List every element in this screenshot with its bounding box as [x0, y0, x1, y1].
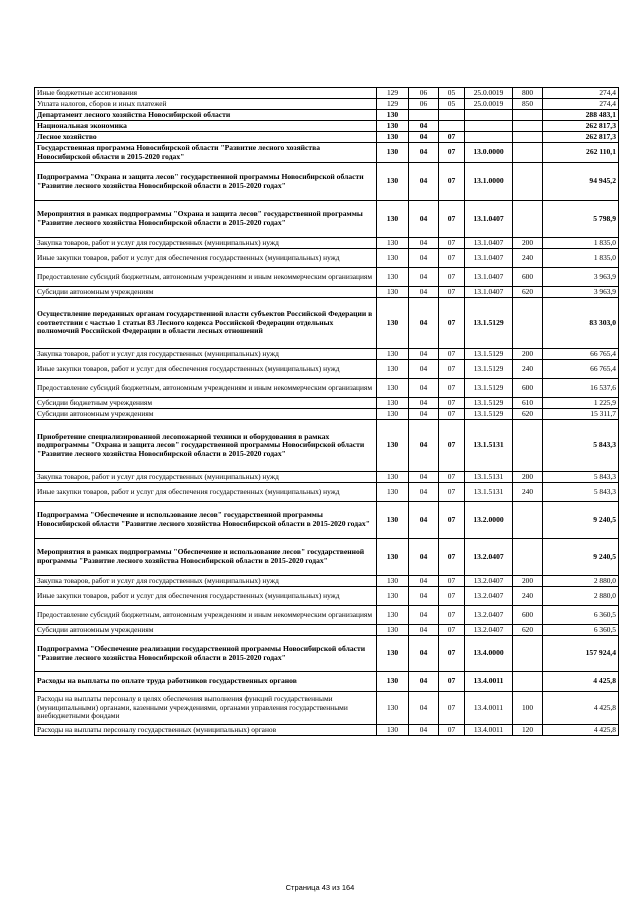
code-vr-cell: 120 [513, 725, 543, 736]
code-vr-cell: 240 [513, 249, 543, 268]
code-vr-cell: 200 [513, 472, 543, 483]
code-gr-cell: 130 [377, 472, 409, 483]
code-gr-cell: 130 [377, 587, 409, 606]
item-name-cell: Субсидии автономным учреждениям [35, 625, 377, 636]
item-name-cell: Подпрограмма "Обеспечение и использование лесов" государственной программы Новосибирской области "Развитие лесного хозяйства Новосибирской области в 2015-2020 годах" [35, 502, 377, 539]
code-gr-cell: 130 [377, 576, 409, 587]
code-pr-cell: 07 [439, 576, 465, 587]
amount-cell: 66 765,4 [543, 349, 619, 360]
code-rz-cell: 04 [409, 132, 439, 143]
code-csr-cell: 13.4.0000 [465, 636, 513, 672]
code-gr-cell: 130 [377, 483, 409, 502]
code-pr-cell: 07 [439, 268, 465, 287]
code-rz-cell: 04 [409, 725, 439, 736]
budget-table-body [35, 88, 619, 736]
code-gr-cell: 130 [377, 692, 409, 725]
code-pr-cell: 07 [439, 587, 465, 606]
code-pr-cell: 07 [439, 625, 465, 636]
amount-cell: 6 360,5 [543, 606, 619, 625]
code-vr-cell [513, 143, 543, 163]
code-csr-cell: 13.1.0000 [465, 163, 513, 201]
code-pr-cell: 07 [439, 409, 465, 420]
code-vr-cell: 240 [513, 587, 543, 606]
item-name-cell: Иные закупки товаров, работ и услуг для обеспечения государственных (муниципальных) нужд [35, 483, 377, 502]
amount-cell: 5 843,3 [543, 420, 619, 472]
page-number: Страница 43 из 164 [285, 883, 355, 892]
table-row [35, 201, 619, 238]
table-row [35, 238, 619, 249]
table-row [35, 539, 619, 576]
code-pr-cell: 07 [439, 398, 465, 409]
item-name-cell: Субсидии бюджетным учреждениям [35, 398, 377, 409]
table-row [35, 672, 619, 692]
table-row [35, 287, 619, 298]
table-row [35, 360, 619, 379]
code-csr-cell [465, 121, 513, 132]
code-csr-cell: 13.1.5129 [465, 298, 513, 349]
code-csr-cell: 25.0.0019 [465, 88, 513, 99]
code-pr-cell: 07 [439, 420, 465, 472]
code-csr-cell: 13.2.0407 [465, 587, 513, 606]
code-vr-cell: 600 [513, 379, 543, 398]
item-name-cell: Закупка товаров, работ и услуг для государственных (муниципальных) нужд [35, 576, 377, 587]
code-gr-cell: 130 [377, 349, 409, 360]
amount-cell: 3 963,9 [543, 268, 619, 287]
code-gr-cell: 129 [377, 88, 409, 99]
code-gr-cell: 130 [377, 143, 409, 163]
code-rz-cell: 04 [409, 539, 439, 576]
amount-cell: 5 843,3 [543, 483, 619, 502]
amount-cell: 274,4 [543, 99, 619, 110]
amount-cell: 4 425,8 [543, 692, 619, 725]
code-vr-cell: 600 [513, 606, 543, 625]
code-pr-cell: 07 [439, 298, 465, 349]
table-row [35, 249, 619, 268]
code-pr-cell: 07 [439, 636, 465, 672]
code-vr-cell: 620 [513, 409, 543, 420]
code-csr-cell: 13.1.0407 [465, 268, 513, 287]
code-rz-cell: 04 [409, 379, 439, 398]
amount-cell: 3 963,9 [543, 287, 619, 298]
amount-cell: 1 835,0 [543, 249, 619, 268]
amount-cell: 4 425,8 [543, 725, 619, 736]
item-name-cell: Мероприятия в рамках подпрограммы "Обеспечение и использование лесов" государственной программы "Развитие лесного хозяйства Новосибирской области в 2015-2020 годах" [35, 539, 377, 576]
amount-cell: 262 817,3 [543, 121, 619, 132]
code-csr-cell: 13.1.0407 [465, 249, 513, 268]
code-pr-cell: 07 [439, 472, 465, 483]
item-name-cell: Закупка товаров, работ и услуг для государственных (муниципальных) нужд [35, 238, 377, 249]
code-gr-cell: 130 [377, 672, 409, 692]
code-csr-cell: 13.2.0407 [465, 539, 513, 576]
code-rz-cell: 06 [409, 88, 439, 99]
code-rz-cell: 04 [409, 287, 439, 298]
code-rz-cell: 04 [409, 636, 439, 672]
table-row [35, 298, 619, 349]
table-row [35, 692, 619, 725]
code-pr-cell: 07 [439, 132, 465, 143]
code-gr-cell: 130 [377, 121, 409, 132]
table-row [35, 483, 619, 502]
code-pr-cell [439, 110, 465, 121]
item-name-cell: Расходы на выплаты персоналу в целях обеспечения выполнения функций государственными (муниципальными) органами, казенными учреждениями, органами управления государственными внебюджетными фондами [35, 692, 377, 725]
code-csr-cell: 13.1.5129 [465, 349, 513, 360]
code-rz-cell: 04 [409, 121, 439, 132]
code-gr-cell: 130 [377, 420, 409, 472]
code-rz-cell: 04 [409, 483, 439, 502]
budget-table [34, 87, 619, 736]
amount-cell: 2 880,0 [543, 587, 619, 606]
item-name-cell: Уплата налогов, сборов и иных платежей [35, 99, 377, 110]
item-name-cell: Иные закупки товаров, работ и услуг для обеспечения государственных (муниципальных) нужд [35, 587, 377, 606]
item-name-cell: Лесное хозяйство [35, 132, 377, 143]
code-csr-cell: 13.1.5131 [465, 472, 513, 483]
code-rz-cell: 04 [409, 398, 439, 409]
code-csr-cell: 13.1.0407 [465, 201, 513, 238]
code-vr-cell: 620 [513, 287, 543, 298]
code-csr-cell: 13.1.5129 [465, 379, 513, 398]
code-rz-cell: 04 [409, 472, 439, 483]
item-name-cell: Закупка товаров, работ и услуг для государственных (муниципальных) нужд [35, 349, 377, 360]
code-gr-cell: 130 [377, 249, 409, 268]
code-rz-cell: 06 [409, 99, 439, 110]
code-csr-cell: 13.1.0407 [465, 287, 513, 298]
code-gr-cell: 130 [377, 625, 409, 636]
code-vr-cell: 200 [513, 576, 543, 587]
code-rz-cell [409, 110, 439, 121]
amount-cell: 1 835,0 [543, 238, 619, 249]
code-pr-cell [439, 121, 465, 132]
code-rz-cell: 04 [409, 606, 439, 625]
code-rz-cell: 04 [409, 576, 439, 587]
amount-cell: 66 765,4 [543, 360, 619, 379]
table-row [35, 576, 619, 587]
code-gr-cell: 129 [377, 99, 409, 110]
code-pr-cell: 07 [439, 379, 465, 398]
code-csr-cell: 13.1.0407 [465, 238, 513, 249]
code-gr-cell: 130 [377, 110, 409, 121]
code-vr-cell [513, 201, 543, 238]
amount-cell: 83 303,0 [543, 298, 619, 349]
item-name-cell: Расходы на выплаты персоналу государственных (муниципальных) органов [35, 725, 377, 736]
table-row [35, 143, 619, 163]
code-pr-cell: 07 [439, 287, 465, 298]
table-row [35, 268, 619, 287]
code-gr-cell: 130 [377, 268, 409, 287]
code-csr-cell: 13.0.0000 [465, 143, 513, 163]
amount-cell: 5 798,9 [543, 201, 619, 238]
code-pr-cell: 07 [439, 692, 465, 725]
code-vr-cell: 850 [513, 99, 543, 110]
code-gr-cell: 130 [377, 636, 409, 672]
code-vr-cell [513, 298, 543, 349]
code-gr-cell: 130 [377, 409, 409, 420]
code-rz-cell: 04 [409, 349, 439, 360]
code-pr-cell: 07 [439, 672, 465, 692]
item-name-cell: Подпрограмма "Обеспечение реализации государственной программы Новосибирской области "Развитие лесного хозяйства Новосибирской области в 2015-2020 годах" [35, 636, 377, 672]
table-row [35, 606, 619, 625]
item-name-cell: Осуществление переданных органам государственной власти субъектов Российской Федерации в соответствии с частью 1 статьи 83 Лесного кодекса Российской Федерации отдельных полномочий Российской Федерации в области лесных отношений [35, 298, 377, 349]
code-pr-cell: 07 [439, 201, 465, 238]
code-gr-cell: 130 [377, 539, 409, 576]
code-csr-cell: 13.1.5131 [465, 420, 513, 472]
item-name-cell: Иные закупки товаров, работ и услуг для обеспечения государственных (муниципальных) нужд [35, 360, 377, 379]
item-name-cell: Расходы на выплаты по оплате труда работников государственных органов [35, 672, 377, 692]
code-vr-cell: 610 [513, 398, 543, 409]
code-rz-cell: 04 [409, 360, 439, 379]
code-gr-cell: 130 [377, 379, 409, 398]
code-gr-cell: 130 [377, 606, 409, 625]
code-rz-cell: 04 [409, 409, 439, 420]
code-rz-cell: 04 [409, 502, 439, 539]
code-csr-cell: 13.1.5129 [465, 398, 513, 409]
code-csr-cell: 13.1.5129 [465, 360, 513, 379]
code-csr-cell: 13.2.0407 [465, 606, 513, 625]
amount-cell: 274,4 [543, 88, 619, 99]
code-csr-cell: 13.2.0407 [465, 576, 513, 587]
code-csr-cell [465, 110, 513, 121]
code-gr-cell: 130 [377, 298, 409, 349]
amount-cell: 157 924,4 [543, 636, 619, 672]
table-row [35, 502, 619, 539]
amount-cell: 2 880,0 [543, 576, 619, 587]
amount-cell: 16 537,6 [543, 379, 619, 398]
code-vr-cell [513, 636, 543, 672]
code-gr-cell: 130 [377, 163, 409, 201]
table-row [35, 349, 619, 360]
item-name-cell: Предоставление субсидий бюджетным, автономным учреждениям и иным некоммерческим организациям [35, 606, 377, 625]
code-gr-cell: 130 [377, 502, 409, 539]
code-vr-cell [513, 502, 543, 539]
table-row [35, 625, 619, 636]
code-rz-cell: 04 [409, 143, 439, 163]
table-row [35, 88, 619, 99]
item-name-cell: Предоставление субсидий бюджетным, автономным учреждениям и иным некоммерческим организациям [35, 268, 377, 287]
code-gr-cell: 130 [377, 360, 409, 379]
table-row [35, 409, 619, 420]
amount-cell: 9 240,5 [543, 502, 619, 539]
code-csr-cell: 25.0.0019 [465, 99, 513, 110]
code-pr-cell: 05 [439, 99, 465, 110]
item-name-cell: Закупка товаров, работ и услуг для государственных (муниципальных) нужд [35, 472, 377, 483]
code-pr-cell: 07 [439, 725, 465, 736]
code-gr-cell: 130 [377, 287, 409, 298]
code-vr-cell [513, 420, 543, 472]
item-name-cell: Государственная программа Новосибирской области "Развитие лесного хозяйства Новосибирской области в 2015-2020 годах" [35, 143, 377, 163]
code-vr-cell: 240 [513, 483, 543, 502]
table-row [35, 472, 619, 483]
table-row [35, 121, 619, 132]
amount-cell: 262 110,1 [543, 143, 619, 163]
code-vr-cell [513, 110, 543, 121]
amount-cell: 9 240,5 [543, 539, 619, 576]
code-vr-cell: 100 [513, 692, 543, 725]
item-name-cell: Мероприятия в рамках подпрограммы "Охрана и защита лесов" государственной программы "Развитие лесного хозяйства Новосибирской области в 2015-2020 годах" [35, 201, 377, 238]
code-rz-cell: 04 [409, 163, 439, 201]
amount-cell: 5 843,3 [543, 472, 619, 483]
table-row [35, 420, 619, 472]
code-pr-cell: 07 [439, 238, 465, 249]
amount-cell: 1 225,9 [543, 398, 619, 409]
code-vr-cell: 800 [513, 88, 543, 99]
item-name-cell: Иные закупки товаров, работ и услуг для обеспечения государственных (муниципальных) нужд [35, 249, 377, 268]
code-pr-cell: 07 [439, 606, 465, 625]
code-csr-cell: 13.2.0407 [465, 625, 513, 636]
code-csr-cell: 13.2.0000 [465, 502, 513, 539]
code-gr-cell: 130 [377, 132, 409, 143]
table-row [35, 99, 619, 110]
item-name-cell: Департамент лесного хозяйства Новосибирской области [35, 110, 377, 121]
code-rz-cell: 04 [409, 420, 439, 472]
item-name-cell: Подпрограмма "Охрана и защита лесов" государственной программы Новосибирской области "Развитие лесного хозяйства Новосибирской области в 2015-2020 годах" [35, 163, 377, 201]
code-vr-cell: 200 [513, 349, 543, 360]
code-rz-cell: 04 [409, 249, 439, 268]
code-pr-cell: 07 [439, 502, 465, 539]
code-pr-cell: 07 [439, 349, 465, 360]
code-csr-cell [465, 132, 513, 143]
code-rz-cell: 04 [409, 672, 439, 692]
amount-cell: 288 483,1 [543, 110, 619, 121]
table-row [35, 725, 619, 736]
code-rz-cell: 04 [409, 298, 439, 349]
table-row [35, 636, 619, 672]
code-vr-cell [513, 672, 543, 692]
code-vr-cell [513, 121, 543, 132]
table-row [35, 398, 619, 409]
code-gr-cell: 130 [377, 238, 409, 249]
code-pr-cell: 07 [439, 249, 465, 268]
code-vr-cell: 600 [513, 268, 543, 287]
item-name-cell: Субсидии автономным учреждениям [35, 409, 377, 420]
code-rz-cell: 04 [409, 587, 439, 606]
amount-cell: 4 425,8 [543, 672, 619, 692]
code-csr-cell: 13.1.5131 [465, 483, 513, 502]
code-rz-cell: 04 [409, 238, 439, 249]
code-rz-cell: 04 [409, 625, 439, 636]
code-gr-cell: 130 [377, 725, 409, 736]
code-pr-cell: 07 [439, 163, 465, 201]
code-vr-cell: 620 [513, 625, 543, 636]
code-pr-cell: 07 [439, 539, 465, 576]
code-vr-cell [513, 163, 543, 201]
code-csr-cell: 13.1.5129 [465, 409, 513, 420]
code-vr-cell [513, 132, 543, 143]
code-pr-cell: 07 [439, 483, 465, 502]
amount-cell: 262 817,3 [543, 132, 619, 143]
item-name-cell: Национальная экономика [35, 121, 377, 132]
table-row [35, 132, 619, 143]
table-row [35, 379, 619, 398]
item-name-cell: Субсидии автономным учреждениям [35, 287, 377, 298]
table-row [35, 587, 619, 606]
item-name-cell: Предоставление субсидий бюджетным, автономным учреждениям и иным некоммерческим организациям [35, 379, 377, 398]
amount-cell: 94 945,2 [543, 163, 619, 201]
code-pr-cell: 05 [439, 88, 465, 99]
code-csr-cell: 13.4.0011 [465, 725, 513, 736]
code-csr-cell: 13.4.0011 [465, 672, 513, 692]
code-vr-cell: 240 [513, 360, 543, 379]
amount-cell: 15 311,7 [543, 409, 619, 420]
item-name-cell: Приобретение специализированной лесопожарной техники и оборудования в рамках подпрограммы "Охрана и защита лесов" государственной программы Новосибирской области "Развитие лесного хозяйства Новосибирской области в 2015-2020 годах" [35, 420, 377, 472]
code-csr-cell: 13.4.0011 [465, 692, 513, 725]
code-vr-cell: 200 [513, 238, 543, 249]
table-row [35, 163, 619, 201]
code-vr-cell [513, 539, 543, 576]
item-name-cell: Иные бюджетные ассигнования [35, 88, 377, 99]
code-rz-cell: 04 [409, 692, 439, 725]
code-rz-cell: 04 [409, 201, 439, 238]
code-pr-cell: 07 [439, 143, 465, 163]
code-rz-cell: 04 [409, 268, 439, 287]
code-gr-cell: 130 [377, 201, 409, 238]
table-row [35, 110, 619, 121]
code-pr-cell: 07 [439, 360, 465, 379]
amount-cell: 6 360,5 [543, 625, 619, 636]
code-gr-cell: 130 [377, 398, 409, 409]
